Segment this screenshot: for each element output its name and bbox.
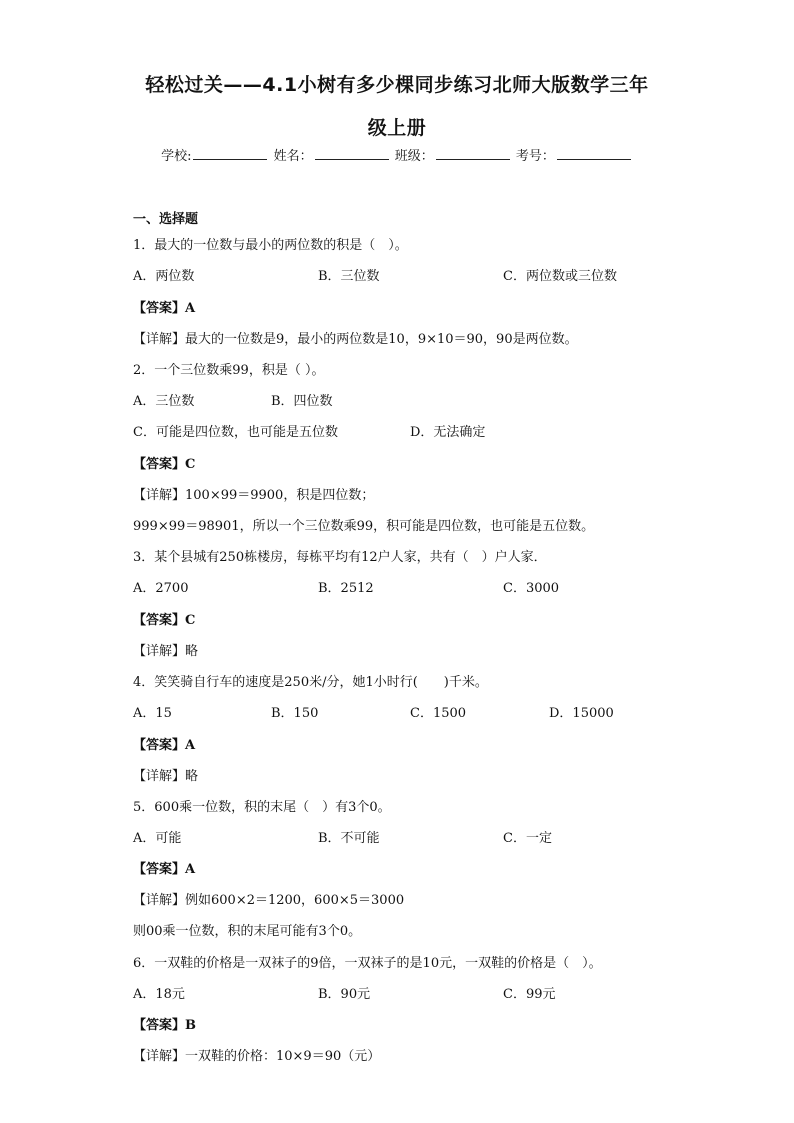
question-2-stem: 2．一个三位数乘99，积是（ ）。: [133, 363, 325, 378]
class-blank[interactable]: [436, 147, 510, 160]
question-2-detail-line-2: 999×99＝98901，所以一个三位数乘99，积可能是四位数，也可能是五位数。: [133, 519, 595, 534]
question-4-detail: 【详解】略: [133, 769, 199, 784]
question-1-option-b: B．三位数: [318, 269, 380, 284]
question-1-stem: 1．最大的一位数与最小的两位数的积是（ ）。: [133, 238, 408, 253]
name-label: 姓名：: [273, 149, 313, 164]
question-4-option-c: C．1500: [410, 706, 467, 721]
school-label: 学校:: [161, 149, 192, 164]
question-2-answer: 【答案】C: [133, 457, 196, 472]
question-5-option-c: C．一定: [503, 831, 552, 846]
question-2-option-c: C．可能是四位数，也可能是五位数: [133, 425, 338, 440]
question-1-detail: 【详解】最大的一位数是9，最小的两位数是10，9×10＝90，90是两位数。: [133, 332, 578, 347]
class-label: 班级：: [394, 149, 434, 164]
question-2-detail-line-1: 【详解】100×99＝9900，积是四位数；: [133, 488, 375, 503]
question-5-option-a: A．可能: [133, 831, 182, 846]
question-6-option-c: C．99元: [503, 987, 556, 1002]
question-5-stem: 5．600乘一位数，积的末尾（ ）有3个0。: [133, 800, 391, 815]
question-4-option-a: A．15: [133, 706, 172, 721]
question-1-option-c: C．两位数或三位数: [503, 269, 617, 284]
question-4-option-b: B．150: [271, 706, 319, 721]
document-title: 轻松过关——4.1小树有多少棵同步练习北师大版数学三年: [145, 74, 649, 96]
student-info-row: [0, 145, 794, 164]
question-3-option-a: A．2700: [133, 581, 189, 596]
question-5-answer: 【答案】A: [133, 862, 196, 877]
question-6-detail: 【详解】一双鞋的价格：10×9＝90（元）: [133, 1049, 381, 1064]
school-blank[interactable]: [193, 147, 267, 160]
question-3-detail: 【详解】略: [133, 644, 199, 659]
question-5-option-b: B．不可能: [318, 831, 380, 846]
question-3-answer: 【答案】C: [133, 613, 196, 628]
question-3-option-c: C．3000: [503, 581, 560, 596]
question-5-detail-line-1: 【详解】例如600×2＝1200，600×5＝3000: [133, 893, 405, 908]
question-4-option-d: D．15000: [549, 706, 614, 721]
question-4-answer: 【答案】A: [133, 738, 196, 753]
question-1-option-a: A．两位数: [133, 269, 195, 284]
question-2-option-d: D．无法确定: [410, 425, 486, 440]
question-2-option-b: B．四位数: [271, 394, 333, 409]
question-2-option-a: A．三位数: [133, 394, 195, 409]
document-title-continued: 级上册: [367, 117, 427, 139]
question-3-option-b: B．2512: [318, 581, 374, 596]
question-6-answer: 【答案】B: [133, 1018, 196, 1033]
question-3-stem: 3．某个县城有250栋楼房，每栋平均有12户人家，共有（ ）户人家．: [133, 550, 547, 565]
question-6-option-b: B．90元: [318, 987, 371, 1002]
number-blank[interactable]: [557, 147, 631, 160]
question-6-stem: 6．一双鞋的价格是一双袜子的9倍，一双袜子的是10元，一双鞋的价格是（ ）。: [133, 956, 602, 971]
question-6-option-a: A．18元: [133, 987, 185, 1002]
question-4-stem: 4．笑笑骑自行车的速度是250米/分，她1小时行( )千米。: [133, 675, 488, 690]
name-blank[interactable]: [315, 147, 389, 160]
number-label: 考号：: [515, 149, 555, 164]
question-1-answer: 【答案】A: [133, 301, 196, 316]
question-5-detail-line-2: 则00乘一位数，积的末尾可能有3个0。: [133, 924, 362, 939]
section-heading: 一、选择题: [133, 212, 199, 227]
